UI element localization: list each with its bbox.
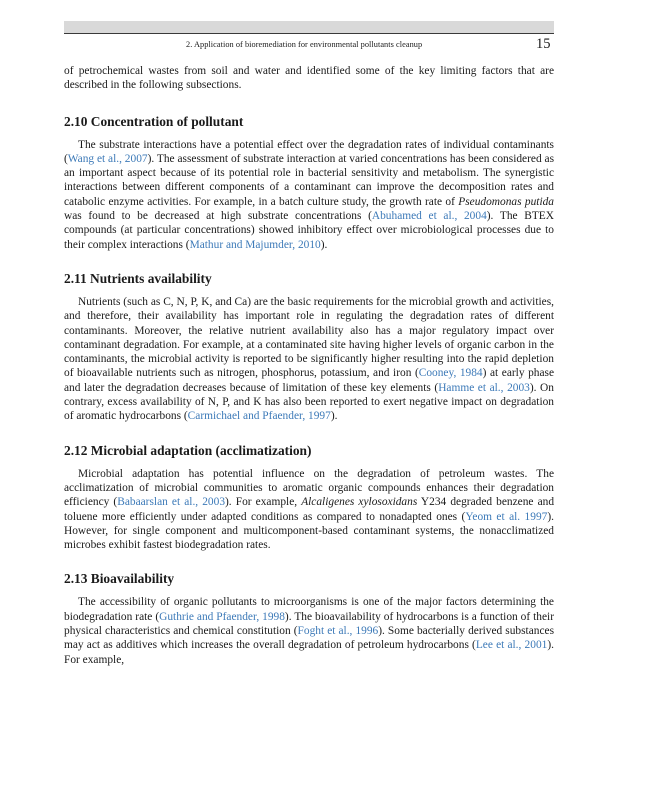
citation-link[interactable]: Guthrie and Pfaender, 1998 (159, 610, 285, 623)
citation-link[interactable]: Cooney, 1984 (418, 367, 483, 380)
section-2-13-paragraph: The accessibility of organic pollutants to microorganisms is one of the major factors determining the biodegradation rate (Guthrie and Pfaender, 1998). The bioavailability of hydrocarbons is a function of their physical characteristics and chemical constitution (Foght et al., 1996). Some bacterially derived substances may act as additives which increases the overall degradation of petroleum hydrocarbons (Lee et al., 2001). For example, (64, 596, 555, 666)
header-band (64, 21, 554, 33)
section-2-10-paragraph: The substrate interactions have a potential effect over the degradation rates of individual contaminants (Wang et al., 2007). The assessment of substrate interaction at varied concentrations has been considered as an important aspect because of its potential role in bacterial sensitivity and metabolism. The synergistic interactions between different components of a contaminant can improve the decomposition rates and catabolic enzyme activities. For example, in a batch culture study, the growth rate of Pseudomonas putida was found to be decreased at high substrate concentrations (Abuhamed et al., 2004). The BTEX compounds (at particular concentrations) showed inhibitory effect over microbiological processes due to their complex interactions (Mathur and Majumder, 2010). (64, 138, 554, 251)
intro-paragraph: of petrochemical wastes from soil and water and identified some of the key limiting factors that are described in the following subsections. (64, 65, 554, 92)
citation-link[interactable]: Yeom et al. 1997 (465, 510, 548, 523)
section-heading-2-10: 2.10 Concentration of pollutant (64, 113, 244, 129)
section-heading-2-13: 2.13 Bioavailability (64, 571, 175, 587)
citation-link[interactable]: Mathur and Majumder, 2010 (189, 238, 321, 251)
page-body (64, 64, 554, 667)
section-heading-2-12: 2.12 Microbial adaptation (acclimatization) (64, 442, 312, 458)
section-2-12-paragraph: Microbial adaptation has potential influence on the degradation of petroleum wastes. The acclimatization of microbial communities to aromatic organic compounds enhances their degradation efficiency (Babaarslan et al., 2003). For example, Alcaligenes xylosoxidans Y234 degraded benzene and toluene more efficiently under adapted conditions as compared to nonadapted ones (Yeom et al. 1997). However, for single component and multicomponent-based contaminant systems, the nonacclimatized microbes exhibit fastest biodegradation rates. (64, 467, 555, 552)
species-name: Alcaligenes xylosoxidans (301, 496, 418, 509)
citation-link[interactable]: Hamme et al., 2003 (438, 381, 530, 394)
running-head: 2. Application of bioremediation for environmental pollutants cleanup (186, 40, 423, 49)
section-heading-2-11: 2.11 Nutrients availability (64, 270, 212, 286)
citation-link[interactable]: Abuhamed et al., 2004 (371, 210, 487, 223)
species-name: Pseudomonas putida (458, 195, 554, 208)
citation-link[interactable]: Babaarslan et al., 2003 (117, 496, 226, 509)
page-number: 15 (536, 36, 551, 52)
section-2-11-paragraph: Nutrients (such as C, N, P, K, and Ca) are the basic requirements for the microbial growth and activities, and therefore, their availability has important role in regulating the degradation rates of different contaminants. Moreover, the relative nutrient availability also has a major regulatory impact over contaminant degradation. For example, at a contaminated site having higher levels of organic carbon in the contaminants, the microbial activity is reported to be significantly higher resulting into the rapid depletion of bioavailable nutrients such as nitrogen, phosphorus, potassium, and iron (Cooney, 1984) at early phase and later the degradation decreases because of limitation of these key elements (Hamme et al., 2003). On contrary, excess availability of N, P, and K has also been reported to exert negative impact on degradation of aromatic hydrocarbons (Carmichael and Pfaender, 1997). (64, 295, 555, 423)
citation-link[interactable]: Lee et al., 2001 (475, 639, 548, 652)
citation-link[interactable]: Wang et al., 2007 (67, 152, 148, 165)
citation-link[interactable]: Foght et al., 1996 (297, 625, 379, 638)
header-rule (64, 33, 554, 34)
citation-link[interactable]: Carmichael and Pfaender, 1997 (187, 410, 331, 423)
